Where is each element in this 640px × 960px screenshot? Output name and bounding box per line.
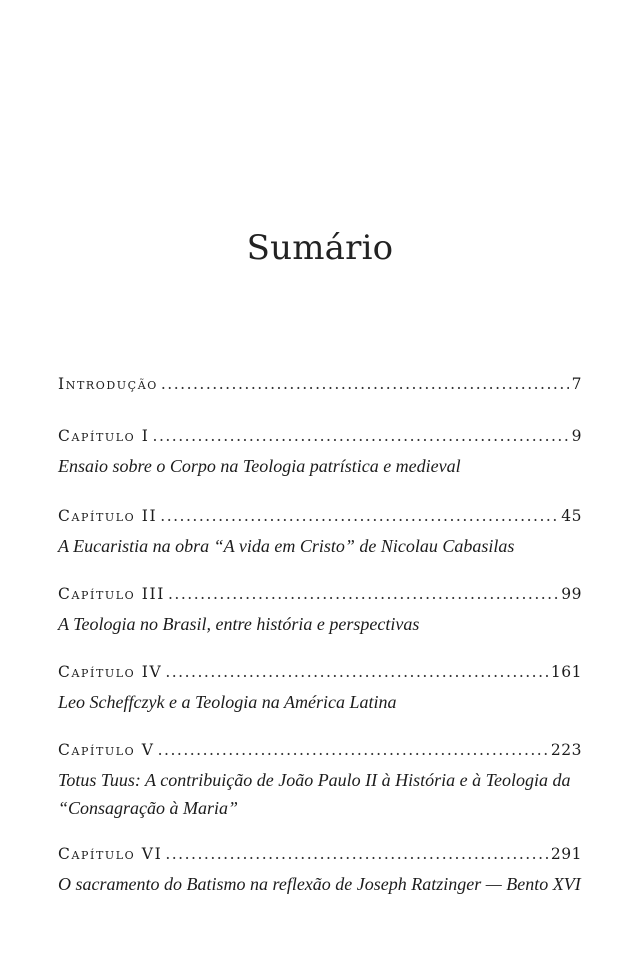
toc-page-number: 161 bbox=[550, 663, 582, 681]
page-title: Sumário bbox=[246, 228, 394, 268]
toc-entry-label: Introdução bbox=[58, 375, 158, 393]
leader-dots bbox=[168, 582, 558, 606]
toc-entry-label: Capítulo VI bbox=[58, 845, 163, 863]
toc-entry-subtitle: A Eucaristia na obra “A vida em Cristo” de Nicolau Cabasilas bbox=[58, 536, 515, 556]
toc-entry-label: Capítulo V bbox=[58, 741, 155, 759]
toc-page-number: 99 bbox=[561, 585, 582, 603]
toc-page-number: 223 bbox=[550, 741, 582, 759]
toc-page-number: 7 bbox=[571, 375, 582, 393]
toc-entry-subtitle: Leo Scheffczyk e a Teologia na América Latina bbox=[58, 692, 397, 712]
toc-heading-line bbox=[58, 504, 582, 528]
toc-page-number: 45 bbox=[561, 507, 582, 525]
toc-heading-line bbox=[58, 372, 582, 396]
toc-entry-label: Capítulo IV bbox=[58, 663, 163, 681]
toc-page-number: 9 bbox=[571, 427, 582, 445]
leader-dots bbox=[165, 660, 548, 684]
toc-entry-subtitle: Totus Tuus: A contribuição de João Paulo II à História e à Teologia da “Consagração à Maria” bbox=[58, 770, 571, 818]
leader-dots bbox=[158, 738, 548, 762]
toc-entry-capitulo-6 bbox=[58, 842, 582, 898]
toc-entry-capitulo-5 bbox=[58, 738, 582, 822]
toc-heading-line bbox=[58, 582, 582, 606]
toc-heading-line bbox=[58, 424, 582, 448]
leader-dots bbox=[160, 504, 558, 528]
leader-dots bbox=[153, 424, 569, 448]
toc-page-number: 291 bbox=[550, 845, 582, 863]
toc-entry-capitulo-3 bbox=[58, 582, 582, 638]
toc-heading-line bbox=[58, 660, 582, 684]
toc-entry-label: Capítulo I bbox=[58, 427, 150, 445]
leader-dots bbox=[165, 842, 548, 866]
toc-entry-capitulo-2 bbox=[58, 504, 582, 560]
toc-entry-capitulo-4 bbox=[58, 660, 582, 716]
leader-dots bbox=[161, 372, 569, 396]
toc-heading-line bbox=[58, 842, 582, 866]
toc-entry-subtitle: A Teologia no Brasil, entre história e perspectivas bbox=[58, 614, 420, 634]
toc-heading-line bbox=[58, 738, 582, 762]
toc-entry-label: Capítulo II bbox=[58, 507, 158, 525]
toc-entry-introducao bbox=[58, 372, 582, 396]
toc-entry-subtitle: Ensaio sobre o Corpo na Teologia patrística e medieval bbox=[58, 456, 461, 476]
toc-entry-capitulo-1 bbox=[58, 424, 582, 480]
toc-entry-subtitle: O sacramento do Batismo na reflexão de Joseph Ratzinger — Bento XVI bbox=[58, 874, 581, 894]
toc-entry-label: Capítulo III bbox=[58, 585, 165, 603]
